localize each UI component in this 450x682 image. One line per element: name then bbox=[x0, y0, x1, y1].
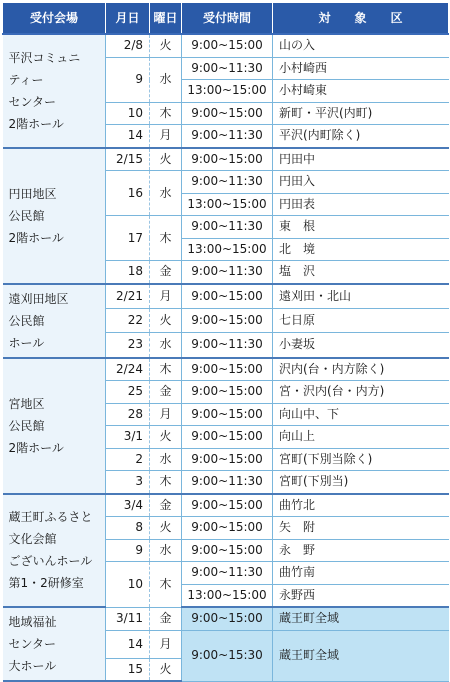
date-cell: 25 bbox=[106, 381, 150, 404]
header-area: 対 象 区 bbox=[273, 3, 449, 35]
weekday-cell: 火 bbox=[150, 148, 182, 171]
venue-cell bbox=[3, 607, 106, 681]
weekday-cell: 金 bbox=[150, 381, 182, 404]
reception-schedule bbox=[2, 2, 448, 682]
venue-line: 円田地区 bbox=[8, 186, 57, 201]
date-cell: 3 bbox=[106, 471, 150, 494]
time-cell: 9:00~15:00 bbox=[182, 381, 273, 404]
time-cell: 9:00~15:30 bbox=[182, 630, 273, 681]
header-time: 受付時間 bbox=[182, 3, 273, 35]
area-cell: 円田中 bbox=[273, 148, 449, 171]
venue-line: 文化会館 bbox=[8, 532, 57, 547]
area-cell: 山の入 bbox=[273, 34, 449, 57]
venue-line: センター bbox=[8, 94, 57, 109]
venue-line: 公民館 bbox=[8, 313, 45, 328]
weekday-cell: 火 bbox=[150, 426, 182, 449]
venue-line: 2階ホール bbox=[8, 440, 64, 455]
date-cell: 8 bbox=[106, 517, 150, 540]
weekday-cell: 火 bbox=[150, 308, 182, 332]
header-weekday: 曜日 bbox=[150, 3, 182, 35]
venue-line: 遠刈田地区 bbox=[8, 291, 69, 306]
weekday-cell: 木 bbox=[150, 562, 182, 608]
date-cell: 9 bbox=[106, 57, 150, 102]
time-cell: 9:00~11:30 bbox=[182, 125, 273, 148]
date-cell: 10 bbox=[106, 102, 150, 125]
table-row bbox=[3, 148, 449, 171]
venue-line: 公民館 bbox=[8, 208, 45, 223]
time-cell: 9:00~11:30 bbox=[182, 562, 273, 585]
area-cell: 遠刈田・北山 bbox=[273, 284, 449, 309]
time-cell: 9:00~15:00 bbox=[182, 539, 273, 562]
time-cell: 13:00~15:00 bbox=[182, 193, 273, 216]
time-cell: 9:00~15:00 bbox=[182, 308, 273, 332]
table-row bbox=[3, 358, 449, 381]
weekday-cell: 木 bbox=[150, 358, 182, 381]
time-cell: 9:00~15:00 bbox=[182, 284, 273, 309]
area-cell: 宮町(下別当) bbox=[273, 471, 449, 494]
venue-line: 公民館 bbox=[8, 418, 45, 433]
date-cell: 9 bbox=[106, 539, 150, 562]
time-cell: 9:00~15:00 bbox=[182, 517, 273, 540]
venue-line: 第1・2研修室 bbox=[8, 576, 84, 591]
venue-line: 蔵王町ふるさと bbox=[8, 510, 93, 525]
weekday-cell: 木 bbox=[150, 216, 182, 261]
venue-line: ティー bbox=[8, 72, 44, 87]
area-cell: 七日原 bbox=[273, 308, 449, 332]
venue-line: ございんホール bbox=[8, 554, 93, 569]
area-cell: 蔵王町全域 bbox=[273, 607, 449, 630]
weekday-cell: 金 bbox=[150, 607, 182, 630]
weekday-cell: 月 bbox=[150, 284, 182, 309]
time-cell: 9:00~15:00 bbox=[182, 34, 273, 57]
date-cell: 3/1 bbox=[106, 426, 150, 449]
weekday-cell: 木 bbox=[150, 102, 182, 125]
table-row bbox=[3, 34, 449, 57]
table-row bbox=[3, 284, 449, 309]
area-cell: 永野西 bbox=[273, 584, 449, 607]
venue-line: 平沢コミュニ bbox=[8, 50, 81, 65]
area-cell: 円田表 bbox=[273, 193, 449, 216]
table-row bbox=[3, 607, 449, 630]
area-cell: 矢 附 bbox=[273, 517, 449, 540]
time-cell: 9:00~11:30 bbox=[182, 171, 273, 194]
area-cell: 小村崎東 bbox=[273, 80, 449, 103]
weekday-cell: 火 bbox=[150, 517, 182, 540]
area-cell: 宮・沢内(台・内方) bbox=[273, 381, 449, 404]
date-cell: 17 bbox=[106, 216, 150, 261]
area-cell: 蔵王町全域 bbox=[273, 630, 449, 681]
weekday-cell: 水 bbox=[150, 333, 182, 358]
date-cell: 18 bbox=[106, 261, 150, 284]
date-cell: 2 bbox=[106, 448, 150, 471]
weekday-cell: 水 bbox=[150, 57, 182, 102]
date-cell: 2/8 bbox=[106, 34, 150, 57]
time-cell: 13:00~15:00 bbox=[182, 584, 273, 607]
weekday-cell: 月 bbox=[150, 125, 182, 148]
time-cell: 9:00~15:00 bbox=[182, 607, 273, 630]
weekday-cell: 水 bbox=[150, 171, 182, 216]
date-cell: 28 bbox=[106, 403, 150, 426]
time-cell: 9:00~11:30 bbox=[182, 57, 273, 80]
header-date: 月日 bbox=[106, 3, 150, 35]
area-cell: 向山上 bbox=[273, 426, 449, 449]
area-cell: 沢内(台・内方除く) bbox=[273, 358, 449, 381]
area-cell: 円田入 bbox=[273, 171, 449, 194]
date-cell: 16 bbox=[106, 171, 150, 216]
weekday-cell: 火 bbox=[150, 658, 182, 681]
area-cell: 曲竹南 bbox=[273, 562, 449, 585]
date-cell: 2/15 bbox=[106, 148, 150, 171]
date-cell: 14 bbox=[106, 125, 150, 148]
time-cell: 9:00~15:00 bbox=[182, 403, 273, 426]
date-cell: 22 bbox=[106, 308, 150, 332]
date-cell: 2/21 bbox=[106, 284, 150, 309]
venue-line: 2階ホール bbox=[8, 230, 64, 245]
area-cell: 東 根 bbox=[273, 216, 449, 239]
area-cell: 平沢(内町除く) bbox=[273, 125, 449, 148]
venue-line: 地域福祉 bbox=[8, 615, 57, 629]
weekday-cell: 水 bbox=[150, 539, 182, 562]
area-cell: 宮町(下別当除く) bbox=[273, 448, 449, 471]
venue-cell bbox=[3, 148, 106, 284]
weekday-cell: 金 bbox=[150, 261, 182, 284]
venue-cell bbox=[3, 284, 106, 358]
time-cell: 9:00~15:00 bbox=[182, 358, 273, 381]
area-cell: 新町・平沢(内町) bbox=[273, 102, 449, 125]
time-cell: 9:00~15:00 bbox=[182, 426, 273, 449]
venue-line: センター bbox=[8, 637, 57, 651]
area-cell: 小村崎西 bbox=[273, 57, 449, 80]
weekday-cell: 火 bbox=[150, 34, 182, 57]
venue-cell bbox=[3, 34, 106, 148]
venue-line: 大ホール bbox=[8, 659, 57, 673]
time-cell: 9:00~15:00 bbox=[182, 448, 273, 471]
time-cell: 9:00~11:30 bbox=[182, 471, 273, 494]
area-cell: 北 境 bbox=[273, 238, 449, 261]
area-cell: 向山中、下 bbox=[273, 403, 449, 426]
time-cell: 9:00~15:00 bbox=[182, 148, 273, 171]
date-cell: 3/11 bbox=[106, 607, 150, 630]
schedule-table bbox=[2, 2, 449, 682]
area-cell: 小妻坂 bbox=[273, 333, 449, 358]
time-cell: 9:00~15:00 bbox=[182, 494, 273, 517]
date-cell: 3/4 bbox=[106, 494, 150, 517]
venue-line: 宮地区 bbox=[8, 396, 45, 411]
area-cell: 曲竹北 bbox=[273, 494, 449, 517]
weekday-cell: 木 bbox=[150, 471, 182, 494]
time-cell: 13:00~15:00 bbox=[182, 238, 273, 261]
date-cell: 2/24 bbox=[106, 358, 150, 381]
weekday-cell: 水 bbox=[150, 448, 182, 471]
venue-line: ホール bbox=[8, 335, 45, 350]
time-cell: 13:00~15:00 bbox=[182, 80, 273, 103]
time-cell: 9:00~11:30 bbox=[182, 333, 273, 358]
date-cell: 23 bbox=[106, 333, 150, 358]
venue-line: 2階ホール bbox=[8, 116, 64, 131]
area-cell: 塩 沢 bbox=[273, 261, 449, 284]
date-cell: 15 bbox=[106, 658, 150, 681]
date-cell: 10 bbox=[106, 562, 150, 608]
weekday-cell: 金 bbox=[150, 494, 182, 517]
time-cell: 9:00~11:30 bbox=[182, 216, 273, 239]
venue-cell bbox=[3, 358, 106, 494]
date-cell: 14 bbox=[106, 630, 150, 658]
weekday-cell: 月 bbox=[150, 630, 182, 658]
header-row bbox=[3, 3, 449, 35]
header-venue: 受付会場 bbox=[3, 3, 106, 35]
time-cell: 9:00~11:30 bbox=[182, 261, 273, 284]
venue-cell bbox=[3, 494, 106, 608]
area-cell: 永 野 bbox=[273, 539, 449, 562]
time-cell: 9:00~15:00 bbox=[182, 102, 273, 125]
weekday-cell: 月 bbox=[150, 403, 182, 426]
table-row bbox=[3, 494, 449, 517]
